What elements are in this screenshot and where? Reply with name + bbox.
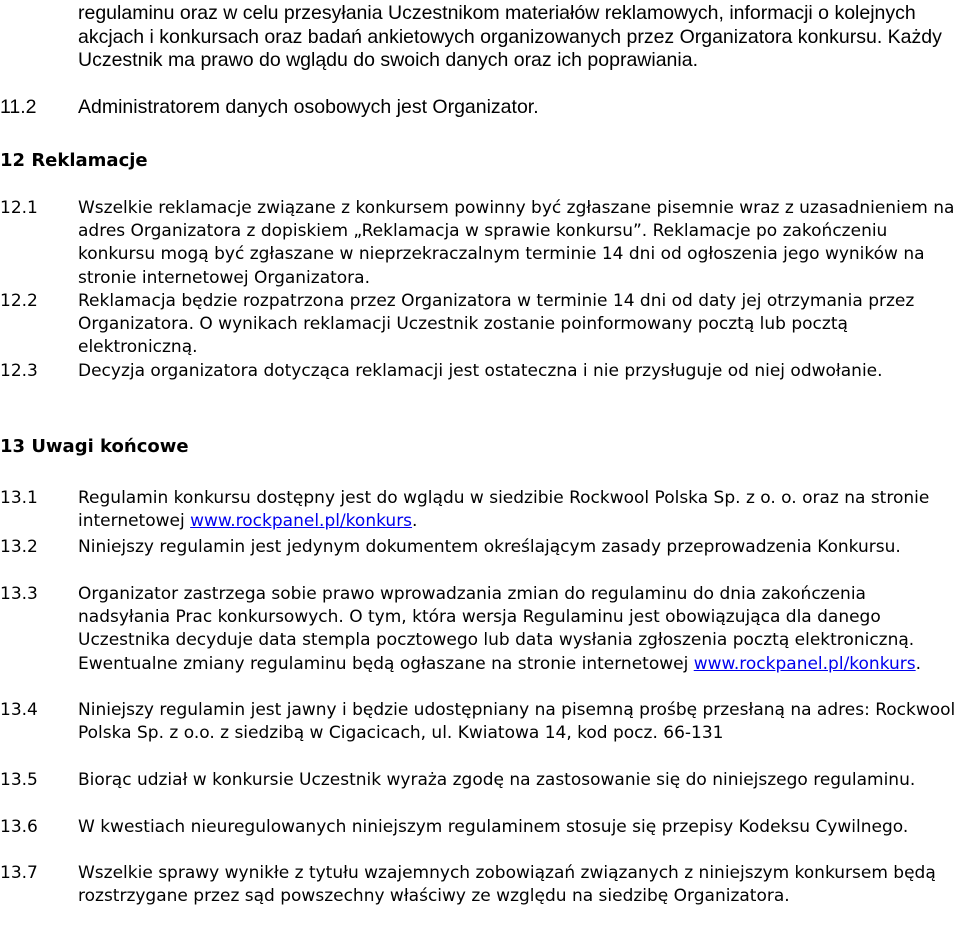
item-text <box>78 487 960 533</box>
item-text: Wszelkie sprawy wynikłe z tytułu wzajemnych zobowiązań związanych z niniejszym konkursem będą rozstrzygane przez sąd powszechny właściwy ze względu na siedzibę Organizatora. <box>78 863 936 907</box>
item-text <box>78 583 960 676</box>
item-number: 13.1 <box>0 488 38 508</box>
item-text: W kwestiach nieuregulowanych niniejszym regulaminem stosuje się przepisy Kodeksu Cywilnego. <box>78 817 909 837</box>
paragraph-11-1-continuation: regulaminu oraz w celu przesyłania Uczestnikom materiałów reklamowych, informacji o kolejnych akcjach i konkursach oraz badań ankietowych organizowanych przez Organizatora konkursu. Każdy Uczestnik ma prawo do wglądu do swoich danych oraz ich poprawiania. <box>78 2 942 72</box>
item-text-before: Organizator zastrzega sobie prawo wprowadzania zmian do regulaminu do dnia zakończenia nadsyłania Prac konkursowych. O tym, która wersja Regulaminu jest obowiązująca dla danego Uczestnika decyduje data stempla pocztowego lub data wysłania zgłoszenia pocztą elektroniczną. Ewentualne zmiany regulaminu będą ogłaszane na stronie internetowej <box>78 584 915 674</box>
item-number: 13.6 <box>0 817 38 837</box>
item-number: 12.2 <box>0 291 38 311</box>
item-text-after: . <box>915 653 922 674</box>
section-heading-13: 13 Uwagi końcowe <box>0 436 189 457</box>
item-number: 13.5 <box>0 770 38 790</box>
item-text: Administratorem danych osobowych jest Organizator. <box>78 96 539 118</box>
item-text: Biorąc udział w konkursie Uczestnik wyraża zgodę na zastosowanie się do niniejszego regulaminu. <box>78 770 916 790</box>
item-text: Wszelkie reklamacje związane z konkursem powinny być zgłaszane pisemnie wraz z uzasadnieniem na adres Organizatora z dopiskiem „Reklamacja w sprawie konkursu”. Reklamacje po zakończeniu konkursu mogą być zgłaszane w nieprzekraczalnym terminie 14 dni od ogłoszenia jego wyników na stronie internetowej Organizatora. <box>78 198 955 288</box>
item-text-before: Regulamin konkursu dostępny jest do wglądu w siedzibie Rockwool Polska Sp. z o. o. oraz na stronie internetowej <box>78 488 930 532</box>
item-number: 13.3 <box>0 584 38 604</box>
item-number: 13.2 <box>0 537 38 557</box>
item-number: 13.7 <box>0 863 38 883</box>
item-text: Reklamacja będzie rozpatrzona przez Organizatora w terminie 14 dni od daty jej otrzymania przez Organizatora. O wynikach reklamacji Uczestnik zostanie poinformowany pocztą lub pocztą elektroniczną. <box>78 291 915 358</box>
item-text-after: . <box>412 511 418 532</box>
item-text: Niniejszy regulamin jest jedynym dokumentem określającym zasady przeprowadzenia Konkursu. <box>78 537 901 557</box>
item-text: Niniejszy regulamin jest jawny i będzie udostępniany na pisemną prośbę przesłaną na adres: Rockwool Polska Sp. z o.o. z siedzibą w Cigacicach, ul. Kwiatowa 14, kod pocz. 66-131 <box>78 700 956 744</box>
item-number: 13.4 <box>0 700 38 720</box>
item-number: 11.2 <box>0 96 37 118</box>
website-link[interactable]: www.rockpanel.pl/konkurs <box>693 653 916 674</box>
item-number: 12.1 <box>0 198 38 218</box>
website-link[interactable]: www.rockpanel.pl/konkurs <box>190 511 413 532</box>
section-heading-12: 12 Reklamacje <box>0 150 148 171</box>
item-number: 12.3 <box>0 361 38 381</box>
item-text: Decyzja organizatora dotycząca reklamacji jest ostateczna i nie przysługuje od niej odwołanie. <box>78 361 883 381</box>
